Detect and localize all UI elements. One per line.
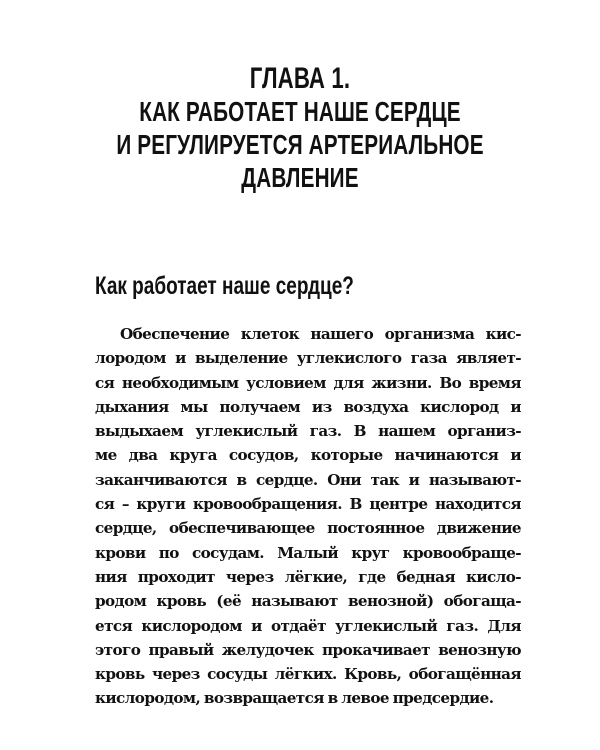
text-line: этого правый желудочек прокачивает венозную (95, 640, 521, 659)
text-line: сердце, обеспечивающее постоянное движение (95, 519, 521, 538)
text-line: дыхания мы получаем из воздуха кислород и (95, 397, 521, 416)
chapter-title-line: КАК РАБОТАЕТ НАШЕ СЕРДЦЕ (139, 96, 461, 127)
text-line: кислородом, возвращается в левое предсердие. (95, 689, 494, 708)
chapter-title-line: ГЛАВА 1. (249, 62, 351, 95)
chapter-title-line: И РЕГУЛИРУЕТСЯ АРТЕРИАЛЬНОЕ (116, 129, 484, 160)
text-line: ся необходимым условием для жизни. Во время (95, 373, 521, 392)
text-line: кровь через сосуды лёгких. Кровь, обогащённая (95, 665, 521, 684)
text-line: лородом и выделение углекислого газа являет- (95, 349, 521, 368)
text-line: родом кровь (её называют венозной) обогаща- (95, 592, 521, 611)
text-line: ме два круга сосудов, которые начинаются и (95, 446, 521, 465)
chapter-title-line: ДАВЛЕНИЕ (241, 162, 359, 193)
text-line: ется кислородом и отдаёт углекислый газ. Для (95, 616, 521, 635)
text-line: Обеспечение клеток нашего организма кис- (120, 325, 521, 343)
text-line: заканчиваются в сердце. Они так и называют- (95, 470, 521, 489)
text-line: ся – круги кровообращения. В центре находится (95, 495, 521, 514)
chapter-title (0, 62, 600, 194)
text-line: ния проходит через лёгкие, где бедная кисло- (95, 567, 521, 586)
section-heading: Как работает наше сердце? (95, 272, 354, 300)
body-paragraph (95, 322, 521, 711)
text-line: крови по сосудам. Малый круг кровообраще- (95, 543, 521, 562)
text-line: выдыхаем углекислый газ. В нашем организ- (95, 422, 521, 441)
